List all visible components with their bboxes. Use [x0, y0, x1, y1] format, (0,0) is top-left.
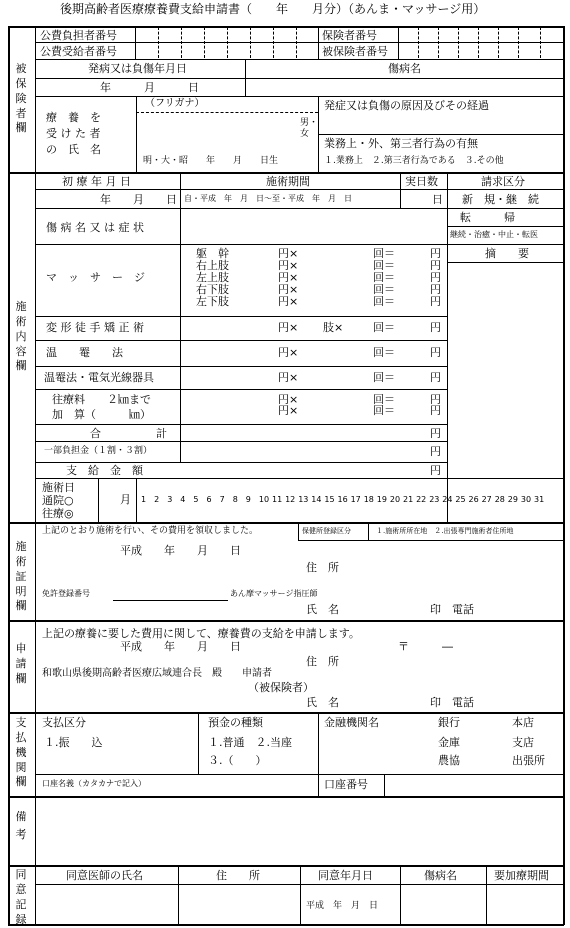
deposit-label: 預金の種類 — [208, 716, 263, 729]
treatment-day-8: 8 — [232, 495, 238, 504]
treatment-day-15: 15 — [324, 495, 335, 504]
birth-eras: 明・大・昭 年 月 日生 — [143, 156, 279, 166]
home-label: 往療◎ — [42, 507, 74, 520]
consent-doctor-label: 同意医師の氏名 — [66, 869, 143, 882]
deposit-options: １.普通 ２.当座 — [208, 736, 292, 749]
treatment-day-2: 2 — [154, 495, 160, 504]
travel-add-label: 加 算（ ㎞） — [52, 408, 151, 421]
remarks-label: 摘 要 — [485, 247, 529, 260]
frame-bottom — [8, 924, 564, 926]
moxa-elec-times: 回＝ — [373, 371, 395, 384]
treatment-day-12: 12 — [285, 495, 296, 504]
pay-label: 支 給 金 額 — [66, 464, 143, 477]
treatment-day-13: 13 — [298, 495, 309, 504]
app-postal: 〒 ― — [398, 640, 453, 653]
deform-label: 変 形 徒 手 矯 正 術 — [46, 321, 144, 334]
treatment-section-label: 施術内容欄 — [15, 300, 27, 373]
treatment-day-28: 28 — [494, 495, 505, 504]
travel-add-yen-x: 円× — [278, 404, 299, 417]
certification-section-label: 施術証明欄 — [15, 540, 27, 613]
treatment-day-22: 22 — [416, 495, 427, 504]
frame-right — [563, 26, 565, 925]
massage-part-5: 左下肢 — [196, 295, 229, 308]
days-unit: 日 — [432, 193, 443, 206]
bank-type-3: 農協 — [438, 754, 460, 767]
treatment-day-31: 31 — [534, 495, 545, 504]
consent-section-label: 同意記録 — [15, 868, 27, 926]
onset-date-units: 年 月 日 — [100, 81, 199, 94]
moxa-label: 温 罨 法 — [46, 346, 123, 359]
massage-part-1: 躯 幹 — [196, 247, 229, 260]
total-label: 合 計 — [90, 427, 167, 440]
massage-part-4: 右下肢 — [196, 283, 229, 296]
massage-yen-3: 円 — [430, 271, 441, 284]
claim-type-label: 請求区分 — [481, 175, 525, 188]
treatment-day-19: 19 — [376, 495, 387, 504]
treatment-day-6: 6 — [206, 495, 212, 504]
deform-limb-x: 肢× — [323, 321, 344, 334]
cert-statement: 上記のとおり施術を行い、その費用を領収しました。 — [42, 526, 259, 536]
bank-type-1: 銀行 — [438, 716, 460, 729]
outcome-label: 転 帰 — [460, 211, 515, 224]
cert-seal-phone: 印 電話 — [430, 603, 474, 616]
travel-add-yen: 円 — [430, 404, 441, 417]
massage-part-2: 右上肢 — [196, 259, 229, 272]
treatment-day-9: 9 — [245, 495, 251, 504]
travel-add-times: 回＝ — [373, 404, 395, 417]
public-recipient-no-label: 公費受給者番号 — [40, 45, 117, 58]
outcome-options: 継続・治癒・中止・転医 — [450, 230, 538, 239]
massage-yen-x-4: 円× — [278, 283, 299, 296]
disease-name-label: 傷病名 — [388, 62, 421, 75]
massage-times-4: 回＝ — [373, 283, 395, 296]
method-label: 支払区分 — [42, 716, 86, 729]
travel-times: 回＝ — [373, 393, 395, 406]
massage-label: マ ッ サ ー ジ — [46, 271, 145, 284]
treatment-day-26: 26 — [468, 495, 479, 504]
app-name-label: 氏 名 — [306, 696, 339, 709]
app-addressee: 和歌山県後期高齢者医療広域連合長 殿 申請者 — [42, 668, 272, 679]
work-accident-label: 業務上・外、第三者行為の有無 — [324, 137, 478, 150]
massage-yen-1: 円 — [430, 247, 441, 260]
visit-label: 通院○ — [42, 494, 74, 507]
frame-left — [8, 26, 10, 925]
first-date-units: 年 月 日 — [100, 193, 177, 206]
payment-section-label: 支払機関欄 — [15, 716, 27, 789]
insured-no-label: 被保険者番号 — [322, 45, 388, 58]
treatment-day-4: 4 — [180, 495, 186, 504]
travel-yen-x: 円× — [278, 393, 299, 406]
bank-type-2: 金庫 — [438, 736, 460, 749]
month-label: 月 — [120, 493, 131, 506]
remarks-section-label: 備 考 — [15, 810, 38, 841]
bank-label: 金融機関名 — [324, 716, 379, 729]
treatment-day-27: 27 — [481, 495, 492, 504]
moxa-yen: 円 — [430, 346, 441, 359]
new-continue: 新 規・継 続 — [462, 193, 539, 206]
branch-type-2: 支店 — [512, 736, 534, 749]
massage-yen-2: 円 — [430, 259, 441, 272]
consent-date-value: 平成 年 月 日 — [306, 901, 379, 911]
patient-name-label: 療 養 を 受 け た 者 の 氏 名 — [46, 111, 101, 156]
license-label: 免許登録番号 — [42, 589, 90, 598]
first-date-label: 初 療 年 月 日 — [62, 175, 131, 188]
treatment-day-1: 1 — [141, 495, 147, 504]
account-name-label: 口座名義（カタカナで記入） — [42, 779, 146, 788]
consent-address-label: 住 所 — [216, 869, 260, 882]
office-type-options: １.施術所所在地 ２.出張専門施術者住所地 — [376, 527, 514, 535]
massage-yen-x-1: 円× — [278, 247, 299, 260]
treatment-day-25: 25 — [455, 495, 466, 504]
massage-times-3: 回＝ — [373, 271, 395, 284]
branch-type-3: 出張所 — [512, 754, 545, 767]
treatment-day-20: 20 — [389, 495, 401, 504]
deform-yen: 円 — [430, 321, 441, 334]
treatment-day-29: 29 — [507, 495, 518, 504]
total-yen: 円 — [430, 427, 441, 440]
form-title: 後期高齢者医療療養費支給申請書（ 年 月分）（あんま・マッサージ用） — [60, 2, 486, 16]
treatment-day-7: 7 — [219, 495, 225, 504]
treatment-day-17: 17 — [350, 495, 361, 504]
app-address-label: 住 所 — [306, 655, 339, 668]
treatment-day-16: 16 — [337, 495, 348, 504]
cause-label: 発症又は負傷の原因及びその経過 — [324, 99, 489, 112]
deposit-other: ３.（ ） — [208, 754, 267, 767]
moxa-elec-yen-x: 円× — [278, 371, 299, 384]
period-label: 施術期間 — [266, 175, 310, 188]
cert-date: 平成 年 月 日 — [120, 544, 241, 557]
treatment-day-21: 21 — [403, 495, 414, 504]
app-insured-paren: （被保険者） — [248, 681, 314, 694]
office-type-label: 保健所登録区分 — [302, 527, 351, 535]
practitioner-label: あん摩マッサージ指圧師 — [230, 589, 318, 598]
insured-section-label: 被保険者欄 — [15, 62, 27, 135]
furigana-label: （フリガナ） — [145, 98, 205, 109]
massage-yen-x-3: 円× — [278, 271, 299, 284]
massage-times-1: 回＝ — [373, 247, 395, 260]
treatment-day-11: 11 — [272, 495, 283, 504]
disease-label: 傷 病 名 又 は 症 状 — [46, 221, 144, 234]
copay-label: 一部負担金（１割・３割） — [44, 446, 153, 456]
period-range: 自・平成 年 月 日～至・平成 年 月 日 — [184, 194, 352, 203]
massage-yen-4: 円 — [430, 283, 441, 296]
deform-times: 回＝ — [373, 321, 395, 334]
copay-yen: 円 — [430, 445, 441, 458]
treatment-day-30: 30 — [520, 495, 532, 504]
treatment-day-3: 3 — [167, 495, 173, 504]
cert-name-label: 氏 名 — [306, 603, 339, 616]
app-statement: 上記の療養に要した費用に関して、療養費の支給を申請します。 — [42, 627, 360, 640]
branch-type-1: 本店 — [512, 716, 534, 729]
onset-date-label: 発病又は負傷年月日 — [88, 62, 187, 75]
insurer-no-label: 保険者番号 — [322, 29, 377, 42]
travel-yen: 円 — [430, 393, 441, 406]
frame-top — [8, 26, 564, 28]
moxa-elec-label: 温罨法・電気光線器具 — [44, 371, 154, 384]
pay-yen: 円 — [430, 464, 441, 477]
moxa-times: 回＝ — [373, 346, 395, 359]
moxa-yen-x: 円× — [278, 346, 299, 359]
massage-yen-x-5: 円× — [278, 295, 299, 308]
massage-yen-x-2: 円× — [278, 259, 299, 272]
application-section-label: 申請欄 — [15, 642, 27, 685]
public-payer-no-label: 公費負担者番号 — [40, 29, 117, 42]
treatment-day-10: 10 — [258, 495, 270, 504]
moxa-elec-yen: 円 — [430, 371, 441, 384]
work-accident-options: １.業務上 ２.第三者行為である ３.その他 — [324, 156, 504, 166]
sex-options: 男・女 — [300, 118, 319, 140]
massage-yen-5: 円 — [430, 295, 441, 308]
days-label: 実日数 — [405, 175, 438, 188]
treatment-day-23: 23 — [429, 495, 440, 504]
treatment-day-14: 14 — [311, 495, 322, 504]
massage-times-2: 回＝ — [373, 259, 395, 272]
massage-part-3: 左上肢 — [196, 271, 229, 284]
treatment-day-24: 24 — [442, 495, 453, 504]
treatment-day-5: 5 — [193, 495, 199, 504]
travel-label: 往療料 ２㎞まで — [52, 393, 151, 406]
consent-period-label: 要加療期間 — [494, 869, 549, 882]
consent-date-label: 同意年月日 — [318, 869, 373, 882]
method-option: １.振 込 — [44, 736, 103, 749]
treatment-day-18: 18 — [363, 495, 374, 504]
dates-label: 施術日 — [42, 481, 75, 494]
deform-yen-x: 円× — [278, 321, 299, 334]
account-no-label: 口座番号 — [324, 778, 368, 791]
app-date: 平成 年 月 日 — [120, 640, 241, 653]
app-seal-phone: 印 電話 — [430, 696, 474, 709]
cert-address-label: 住 所 — [306, 561, 339, 574]
consent-disease-label: 傷病名 — [424, 869, 457, 882]
massage-times-5: 回＝ — [373, 295, 395, 308]
